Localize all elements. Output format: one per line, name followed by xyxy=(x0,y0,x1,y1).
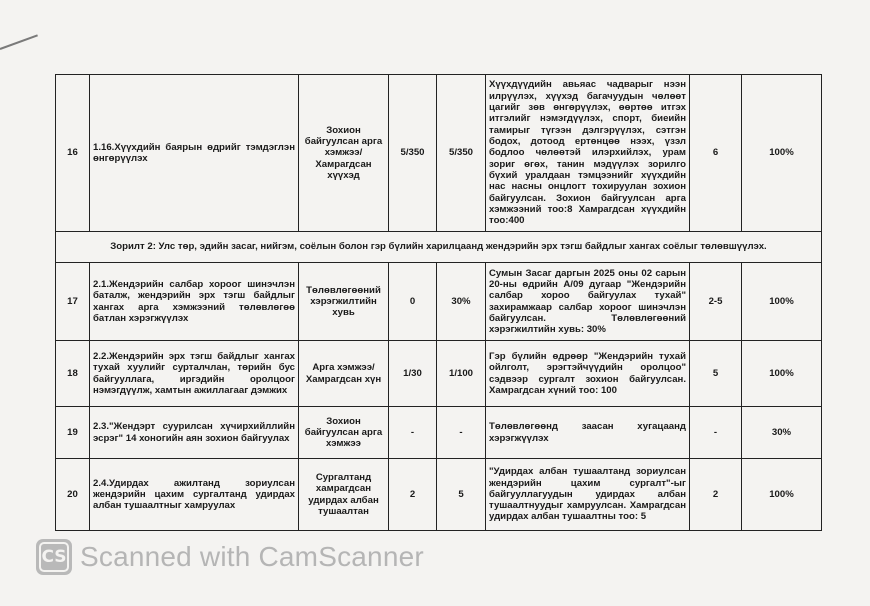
camscanner-watermark xyxy=(36,539,424,575)
row-number: 17 xyxy=(56,263,90,341)
target-value: 5/350 xyxy=(437,75,486,232)
percent-value: 30% xyxy=(742,407,822,459)
target-value: 1/100 xyxy=(437,341,486,407)
measure-unit: Зохион байгуулсан арга хэмжээ/ Хамрагдсан хүүхэд xyxy=(299,75,389,232)
target-value: 5 xyxy=(437,459,486,531)
score-value: 2 xyxy=(690,459,742,531)
task-description: 2.3."Жендэрт суурилсан хүчирхийллийн эсрэг" 14 хоногийн аян зохион байгуулах xyxy=(90,407,299,459)
base-value: - xyxy=(389,407,437,459)
result-description: Гэр бүлийн өдрөөр "Жендэрийн тухай ойлголт, эрэгтэйчүүдийн оролцоо" сэдвээр сургалт зохион байгуулсан. Хамрагдсан хүний тоо: 100 xyxy=(486,341,690,407)
camscanner-logo-text: CS xyxy=(39,542,69,572)
table-row xyxy=(56,341,822,407)
task-description: 1.16.Хүүхдийн баярын өдрийг тэмдэглэн өнгөрүүлэх xyxy=(90,75,299,232)
goal-heading: Зорилт 2: Улс төр, эдийн засаг, нийгэм, соёлын болон гэр бүлийн харилцаанд жендэрийн эрх тэгш байдлыг хангах соёлыг төлөвшүүлэх. xyxy=(56,232,822,263)
row-number: 16 xyxy=(56,75,90,232)
table-row xyxy=(56,407,822,459)
table-row xyxy=(56,459,822,531)
result-description: Хүүхдүүдийн авьяас чадварыг нээн илрүүлэх, хүүхэд багачуудын чөлөөт цагийг зөв өнгөрүүлэх, өөртөө итгэх итгэлийг нэмэгдүүлэх, спорт, биеийн тамирыг түгээн дэлгэрүүлэх, сэтгэн бодох, дотоод ертөнцөө нээх, үзэл бодлоо чөлөөтэй илэрхийлэх, урам зориг өгөх, танин мэдүүлэх зорилго бүхий уралдаан тэмцээнийг хүүхдийн нас насны онцлогт тохируулан зохион байгуулсан. Зохион байгуулсан арга хэмжээний тоо:8 Хамрагдсан хүүхдийн тоо:400 xyxy=(486,75,690,232)
percent-value: 100% xyxy=(742,459,822,531)
table-row xyxy=(56,263,822,341)
result-description: Төлөвлөгөөнд заасан хугацаанд хэрэгжүүлэх xyxy=(486,407,690,459)
progress-report-table xyxy=(55,74,822,531)
measure-unit: Төлөвлөгөөний хэрэгжилтийн хувь xyxy=(299,263,389,341)
result-description: "Удирдах албан тушаалтанд зориулсан жендэрийн цахим сургалт"-ыг байгууллагуудын удирдах албан тушаалтнуудыг хамруулсан. Хамрагдсан удирдах албан тушаалтны тоо: 5 xyxy=(486,459,690,531)
score-value: 6 xyxy=(690,75,742,232)
base-value: 5/350 xyxy=(389,75,437,232)
measure-unit: Зохион байгуулсан арга хэмжээ xyxy=(299,407,389,459)
percent-value: 100% xyxy=(742,341,822,407)
task-description: 2.2.Жендэрийн эрх тэгш байдлыг хангах тухай хуулийг сурталчлан, төрийн бус байгууллага, иргэдийн оролцоог нэмэгдүүлж, хамтын ажиллагааг дэмжих xyxy=(90,341,299,407)
task-description: 2.1.Жендэрийн салбар хороог шинэчлэн баталж, жендэрийн эрх тэгш байдлыг хангах арга хэмжээний төлөвлөгөө батлан хэрэгжүүлэх xyxy=(90,263,299,341)
camscanner-text: Scanned with CamScanner xyxy=(80,541,424,572)
base-value: 2 xyxy=(389,459,437,531)
base-value: 0 xyxy=(389,263,437,341)
target-value: 30% xyxy=(437,263,486,341)
result-description: Сумын Засаг даргын 2025 оны 02 сарын 20-ны өдрийн А/09 дугаар "Жендэрийн салбар хороо байгуулах тухай" захирамжаар салбар хороог шинэчлэн байгуулсан. Төлөвлөгөөний хэрэгжилтийн хувь: 30% xyxy=(486,263,690,341)
camscanner-logo-icon xyxy=(36,539,72,575)
goal-row xyxy=(56,232,822,263)
target-value: - xyxy=(437,407,486,459)
scan-edge-mark xyxy=(0,34,38,50)
task-description: 2.4.Удирдах ажилтанд зориулсан жендэрийн цахим сургалтанд удирдах албан тушаалтныг хамруулах xyxy=(90,459,299,531)
measure-unit: Сургалтанд хамрагдсан удирдах албан тушаалтан xyxy=(299,459,389,531)
percent-value: 100% xyxy=(742,75,822,232)
measure-unit: Арга хэмжээ/ Хамрагдсан хүн xyxy=(299,341,389,407)
percent-value: 100% xyxy=(742,263,822,341)
base-value: 1/30 xyxy=(389,341,437,407)
score-value: - xyxy=(690,407,742,459)
score-value: 5 xyxy=(690,341,742,407)
table-row xyxy=(56,75,822,232)
row-number: 19 xyxy=(56,407,90,459)
row-number: 20 xyxy=(56,459,90,531)
row-number: 18 xyxy=(56,341,90,407)
score-value: 2-5 xyxy=(690,263,742,341)
